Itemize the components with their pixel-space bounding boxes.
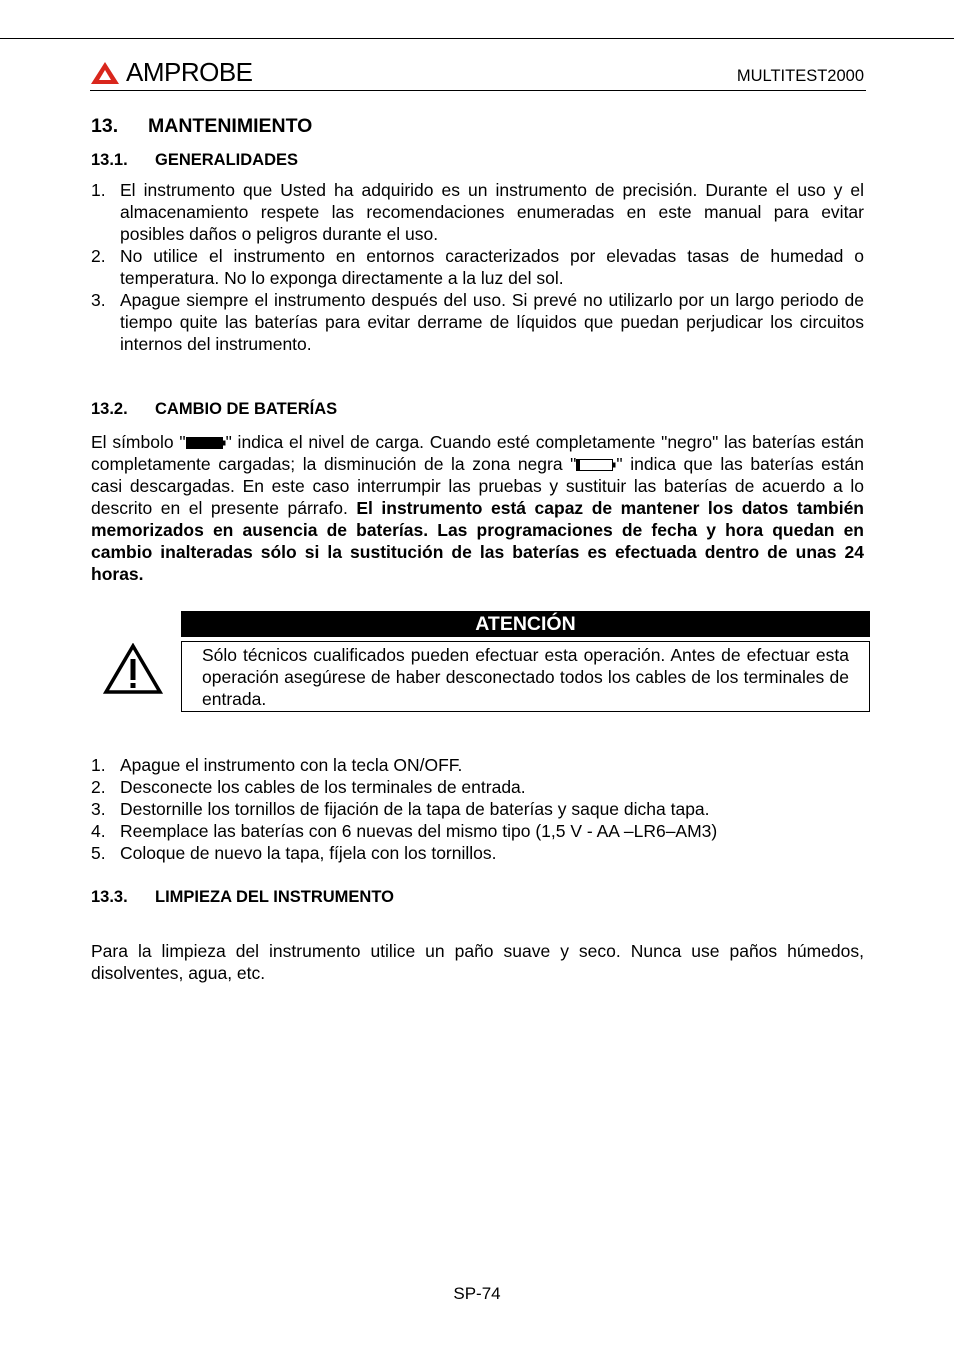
list-item: 3. Apague siempre el instrumento después del uso. Si prevé no utilizarlo por un largo periodo de tiempo quite las baterías para evitar derrame de líquidos que puedan perjudicar los circuitos internos del instrumento. [91, 290, 864, 354]
brand-logo [90, 57, 253, 88]
list-item: 3. Destornille los tornillos de fijación de la tapa de baterías y saque dicha tapa. [91, 799, 710, 819]
warning-triangle-logo-icon [90, 61, 120, 85]
baterias-paragraph: El símbolo " " indica el nivel de carga. Cuando esté completamente "negro" las baterías están completamente cargadas; la disminución de la zona negra " " indica que las baterías están casi descargadas. En este caso interrumpir las pruebas y sustituir las baterías de acuerdo a lo descrito en el presente párrafo. El instrumento está capaz de mantener los datos también memorizados en ausencia de baterías. Las programaciones de fecha y hora quedan en cambio inalteradas sólo si la sustitución de las baterías es efectuada dentro de unas 24 horas. [91, 432, 864, 584]
warning-title: ATENCIÓN [181, 611, 870, 637]
model-name: MULTITEST2000 [736, 67, 864, 85]
subsection-title-baterias: 13.2. CAMBIO DE BATERÍAS [91, 400, 338, 418]
list-item: 1. El instrumento que Usted ha adquirido es un instrumento de precisión. Durante el uso y el almacenamiento respete las recomendaciones enumeradas en este manual para evitar posibles daños o peligros durante el uso. [91, 180, 864, 244]
section-title: 13. MANTENIMIENTO [91, 115, 313, 137]
subsection-title-generalidades: 13.1. GENERALIDADES [91, 151, 299, 169]
warning-text: Sólo técnicos cualificados pueden efectuar esta operación. Antes de efectuar esta operación asegúrese de haber desconectado todos los cables de los terminales de entrada. [181, 641, 870, 712]
subsection-title-limpieza: 13.3. LIMPIEZA DEL INSTRUMENTO [91, 888, 394, 906]
generalidades-list [91, 179, 864, 355]
page-content [91, 113, 864, 585]
page-header [90, 55, 866, 91]
top-rule [0, 38, 954, 39]
list-item: 2. No utilice el instrumento en entornos caracterizados por elevadas tasas de humedad o temperatura. No lo exponga directamente a la luz del sol. [91, 246, 864, 288]
list-item: 2. Desconecte los cables de los terminales de entrada. [91, 777, 526, 797]
warning-block [91, 611, 870, 711]
list-item: 1. Apague el instrumento con la tecla ON/OFF. [91, 755, 463, 775]
page-content-lower [91, 754, 864, 984]
limpieza-paragraph: Para la limpieza del instrumento utilice un paño suave y seco. Nunca use paños húmedos, disolventes, agua, etc. [91, 941, 864, 983]
battery-low-icon [576, 458, 616, 472]
caution-triangle-icon [103, 643, 163, 695]
battery-steps-list [91, 754, 864, 864]
list-item: 4. Reemplace las baterías con 6 nuevas del mismo tipo (1,5 V - AA –LR6–AM3) [91, 821, 718, 841]
battery-full-icon [186, 436, 226, 450]
brand-name: AMPROBE [126, 57, 253, 87]
list-item: 5. Coloque de nuevo la tapa, fíjela con los tornillos. [91, 843, 497, 863]
page-number: SP-74 [453, 1284, 501, 1303]
